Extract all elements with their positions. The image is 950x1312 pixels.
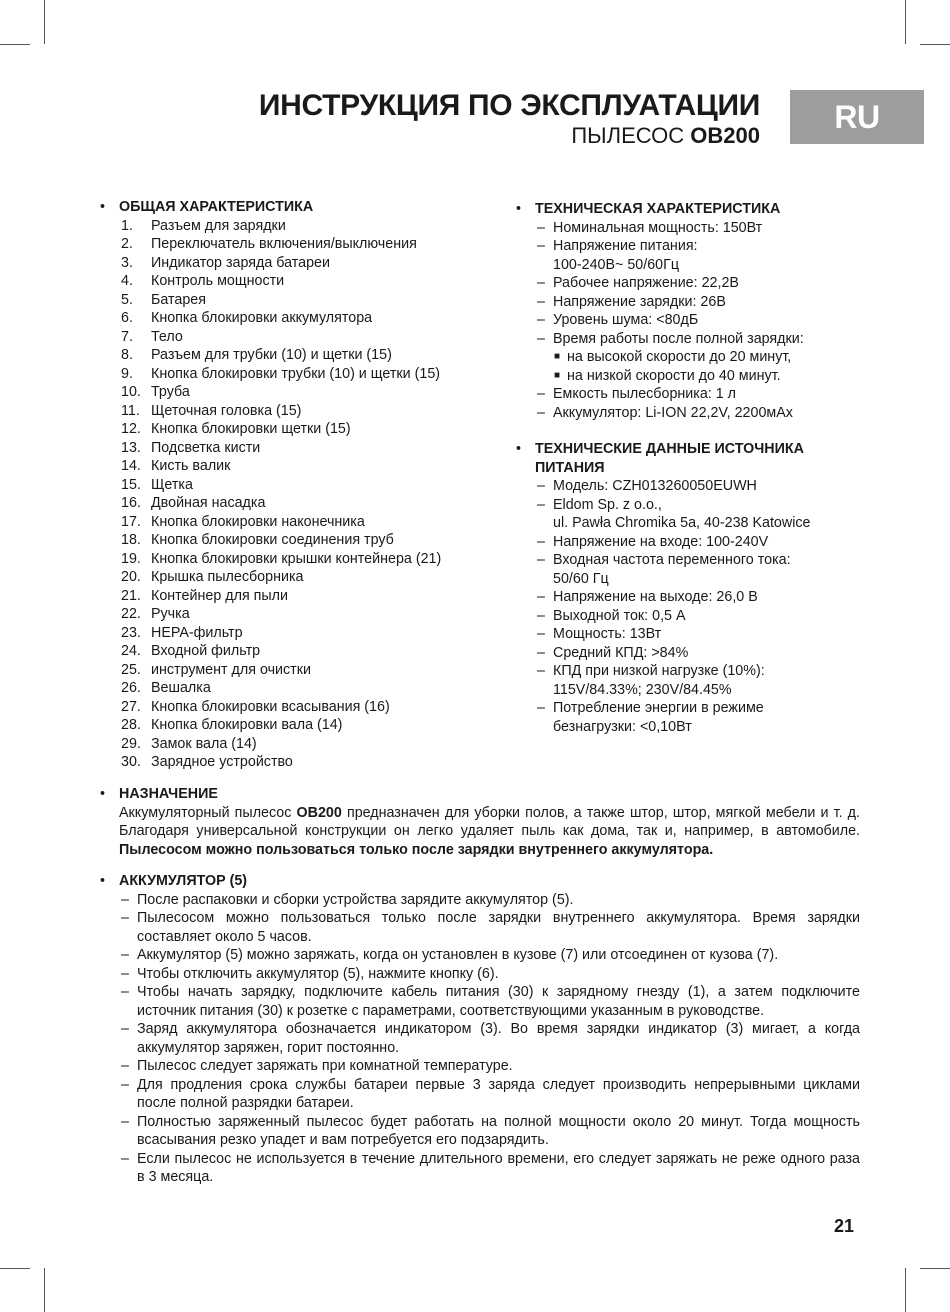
item-text: Кнопка блокировки трубки (10) и щетки (15)	[151, 365, 441, 382]
list-item	[516, 607, 856, 626]
list-item	[100, 383, 500, 402]
bullet-icon: •	[516, 441, 522, 457]
dash-icon: –	[537, 700, 545, 716]
item-text: Контейнер для пыли	[151, 587, 289, 604]
item-text: Время работы после полной зарядки:	[553, 330, 804, 347]
item-number: 1.	[121, 217, 133, 234]
dash-icon: –	[121, 1021, 129, 1037]
item-number: 9.	[121, 365, 133, 382]
crop-mark	[920, 1268, 950, 1269]
purpose-heading: НАЗНАЧЕНИЕ	[119, 786, 218, 802]
list-item	[516, 274, 856, 293]
item-number: 17.	[121, 513, 141, 530]
dash-icon: –	[537, 312, 545, 328]
list-item	[516, 551, 856, 588]
language-badge: RU	[790, 90, 924, 144]
item-text: Вешалка	[151, 680, 211, 696]
list-item	[100, 983, 860, 1020]
item-text: После распаковки и сборки устройства зарядите аккумулятор (5).	[137, 891, 574, 908]
model-name: OB200	[690, 123, 760, 148]
item-number: 6.	[121, 310, 133, 326]
item-number: 20.	[121, 569, 141, 585]
dash-icon: –	[121, 891, 129, 908]
item-number: 26.	[121, 680, 141, 696]
list-item	[100, 235, 500, 254]
item-text: Напряжение питания: 100-240В~ 50/60Гц	[553, 238, 698, 273]
dash-icon: –	[537, 330, 545, 347]
list-item	[516, 699, 856, 736]
list-item	[516, 219, 856, 238]
dash-icon: –	[537, 293, 545, 310]
list-item	[100, 217, 500, 236]
bullet-icon: •	[100, 199, 106, 215]
crop-mark	[905, 1268, 906, 1312]
item-number: 16.	[121, 495, 141, 511]
square-bullet-icon: ■	[554, 369, 561, 381]
list-item	[100, 254, 500, 273]
item-text: Крышка пылесборника	[151, 569, 304, 585]
bullet-icon: •	[100, 786, 106, 802]
dash-icon: –	[537, 663, 545, 679]
purpose-section	[100, 785, 860, 859]
list-item	[100, 909, 860, 946]
dash-icon: –	[537, 478, 545, 494]
dash-icon: –	[121, 1076, 129, 1093]
item-text: КПД при низкой нагрузке (10%): 115V/84.33%; 230V/84.45%	[553, 663, 765, 698]
item-text: Номинальная мощность: 150Вт	[553, 219, 763, 236]
square-bullet-icon: ■	[554, 351, 561, 362]
item-text: Аккумулятор (5) можно заряжать, когда он установлен в кузове (7) или отсоединен от кузова (7).	[137, 947, 779, 963]
power-list	[516, 477, 856, 736]
dash-icon: –	[537, 386, 545, 402]
item-text: Батарея	[151, 291, 207, 308]
dash-icon: –	[537, 275, 545, 291]
item-number: 21.	[121, 587, 141, 604]
item-text: Входная частота переменного тока: 50/60 Гц	[553, 552, 791, 587]
list-item	[516, 367, 856, 386]
item-text: Кнопка блокировки вала (14)	[151, 717, 343, 733]
bullet-icon: •	[516, 201, 522, 217]
list-item	[100, 365, 500, 384]
item-number: 2.	[121, 236, 133, 252]
item-number: 19.	[121, 550, 141, 567]
dash-icon: –	[121, 1150, 129, 1167]
section-heading	[100, 198, 500, 217]
list-item	[100, 698, 500, 717]
item-number: 30.	[121, 754, 141, 770]
section-heading	[516, 200, 856, 219]
item-text: Кнопка блокировки аккумулятора	[151, 310, 373, 326]
battery-list	[100, 891, 860, 1187]
tech-heading: ТЕХНИЧЕСКАЯ ХАРАКТЕРИСТИКА	[535, 201, 781, 217]
item-text: инструмент для очистки	[151, 661, 311, 678]
list-item	[516, 311, 856, 330]
list-item	[100, 1057, 860, 1076]
item-text: Кнопка блокировки соединения труб	[151, 532, 394, 548]
document-header	[259, 88, 760, 148]
list-item	[100, 965, 860, 984]
list-item	[100, 642, 500, 661]
item-text: Рабочее напряжение: 22,2В	[553, 275, 739, 291]
item-number: 8.	[121, 347, 133, 363]
item-number: 15.	[121, 476, 141, 493]
dash-icon: –	[537, 404, 545, 421]
item-text: Кнопка блокировки всасывания (16)	[151, 698, 390, 715]
section-heading	[100, 785, 860, 804]
item-text: Контроль мощности	[151, 273, 285, 289]
dash-icon: –	[537, 644, 545, 661]
item-text: Мощность: 13Вт	[553, 626, 662, 642]
item-text: Пылесосом можно пользоваться только после зарядки внутреннего аккумулятора. Время зарядки составляет около 5 часов.	[137, 910, 860, 945]
list-item	[100, 1076, 860, 1113]
list-item	[516, 644, 856, 663]
item-text: Зарядное устройство	[151, 754, 293, 770]
list-item	[516, 237, 856, 274]
item-number: 5.	[121, 291, 133, 308]
item-number: 23.	[121, 624, 141, 641]
dash-icon: –	[121, 1058, 129, 1074]
item-text: Кнопка блокировки щетки (15)	[151, 421, 351, 437]
item-text: HEPA-фильтр	[151, 624, 243, 641]
list-item	[100, 587, 500, 606]
item-text: Кисть валик	[151, 458, 231, 474]
parts-list	[100, 217, 500, 772]
item-text: Если пылесос не используется в течение длительного времени, его следует заряжать не реже одного раза в 3 месяца.	[137, 1150, 860, 1185]
item-text: Разъем для трубки (10) и щетки (15)	[151, 347, 392, 363]
item-text: Труба	[151, 384, 190, 400]
crop-mark	[920, 44, 950, 45]
item-text: Заряд аккумулятора обозначается индикатором (3). Во время зарядки индикатор (3) мигает, а когда аккумулятор заряжен, горит постоянно.	[137, 1021, 860, 1056]
battery-heading: АККУМУЛЯТОР (5)	[119, 873, 248, 889]
item-text: Аккумулятор: Li-ION 22,2V, 2200мАх	[553, 404, 793, 421]
item-number: 28.	[121, 717, 141, 733]
page-title: ИНСТРУКЦИЯ ПО ЭКСПЛУАТАЦИИ	[258, 89, 760, 122]
dash-icon: –	[537, 219, 545, 236]
tech-list-2	[516, 385, 856, 422]
item-number: 24.	[121, 643, 141, 659]
list-item	[516, 385, 856, 404]
item-text: на высокой скорости до 20 минут,	[567, 349, 792, 365]
tech-section	[516, 200, 856, 736]
item-number: 4.	[121, 273, 133, 289]
section-heading	[516, 440, 856, 477]
list-item	[100, 735, 500, 754]
list-item	[100, 457, 500, 476]
list-item	[100, 891, 860, 910]
item-text: Чтобы отключить аккумулятор (5), нажмите кнопку (6).	[137, 965, 499, 982]
crop-mark	[44, 0, 45, 44]
list-item	[100, 946, 860, 965]
list-item	[100, 402, 500, 421]
crop-mark	[905, 0, 906, 44]
item-number: 22.	[121, 606, 141, 622]
list-item	[100, 1020, 860, 1057]
item-text: Уровень шума: <80дБ	[553, 312, 699, 328]
item-text: Тело	[151, 328, 183, 345]
item-number: 18.	[121, 532, 141, 548]
list-item	[100, 716, 500, 735]
general-heading: ОБЩАЯ ХАРАКТЕРИСТИКА	[119, 199, 314, 215]
crop-mark	[0, 44, 30, 45]
list-item	[516, 662, 856, 699]
list-item	[516, 588, 856, 607]
item-number: 25.	[121, 661, 141, 678]
list-item	[516, 404, 856, 423]
item-number: 13.	[121, 439, 141, 456]
list-item	[516, 496, 856, 533]
item-text: Модель: CZH013260050EUWH	[553, 478, 757, 494]
list-item	[100, 309, 500, 328]
item-text: Емкость пылесборника: 1 л	[553, 386, 737, 402]
item-text: Кнопка блокировки крышки контейнера (21)	[151, 550, 442, 567]
list-item	[100, 420, 500, 439]
item-text: Средний КПД: >84%	[553, 644, 689, 661]
general-section	[100, 198, 500, 772]
dash-icon: –	[121, 984, 129, 1000]
list-item	[100, 346, 500, 365]
item-text: Напряжение на выходе: 26,0 В	[553, 589, 758, 605]
dash-icon: –	[537, 589, 545, 605]
list-item	[100, 272, 500, 291]
list-item	[100, 624, 500, 643]
page-subtitle	[259, 124, 760, 148]
dash-icon: –	[537, 238, 545, 254]
item-text: Ручка	[151, 606, 190, 622]
item-text: Щеточная головка (15)	[151, 402, 302, 419]
item-text: Индикатор заряда батареи	[151, 254, 330, 271]
tech-list	[516, 219, 856, 349]
list-item	[100, 291, 500, 310]
battery-section	[100, 872, 860, 1187]
subtitle-prefix: ПЫЛЕСОС	[571, 123, 685, 148]
list-item	[516, 330, 856, 349]
list-item	[100, 476, 500, 495]
purpose-paragraph: Аккумуляторный пылесос OB200 предназначен для уборки полов, а также штор, штор, мягкой мебели и т. д. Благодаря универсальной конструкции он легко удаляет пыль как дома, так и, например, в автомобиле. Пылесосом можно пользоваться только после зарядки внутреннего аккумулятора.	[119, 804, 860, 858]
item-text: Пылесос следует заряжать при комнатной температуре.	[137, 1058, 513, 1074]
item-number: 7.	[121, 328, 133, 345]
power-heading: ТЕХНИЧЕСКИЕ ДАННЫЕ ИСТОЧНИКА ПИТАНИЯ	[535, 441, 804, 476]
item-text: Полностью заряженный пылесос будет работать на полной мощности около 20 минут. Тогда мощность всасывания резко упадет и вам потребуется его подзарядить.	[137, 1113, 860, 1148]
list-item	[100, 605, 500, 624]
list-item	[100, 494, 500, 513]
list-item	[100, 568, 500, 587]
dash-icon: –	[537, 533, 545, 550]
item-text: Потребление энергии в режиме безнагрузки: <0,10Вт	[553, 700, 764, 735]
item-number: 27.	[121, 698, 141, 715]
list-item	[100, 1113, 860, 1150]
list-item	[100, 439, 500, 458]
item-text: Щетка	[151, 476, 193, 493]
item-text: на низкой скорости до 40 минут.	[567, 367, 781, 384]
list-item	[516, 477, 856, 496]
dash-icon: –	[121, 947, 129, 963]
dash-icon: –	[537, 626, 545, 642]
crop-mark	[0, 1268, 30, 1269]
item-text: Кнопка блокировки наконечника	[151, 513, 365, 530]
list-item	[100, 531, 500, 550]
item-text: Для продления срока службы батареи первые 3 заряда следует производить непрерывными циклами после полной разрядки батареи.	[137, 1076, 860, 1111]
dash-icon: –	[121, 910, 129, 926]
item-text: Разъем для зарядки	[151, 217, 286, 234]
item-text: Напряжение зарядки: 26В	[553, 293, 726, 310]
item-number: 3.	[121, 254, 133, 271]
list-item	[516, 625, 856, 644]
list-item	[100, 661, 500, 680]
list-item	[516, 348, 856, 367]
item-number: 29.	[121, 735, 141, 752]
list-item	[100, 679, 500, 698]
dash-icon: –	[537, 496, 545, 513]
item-number: 12.	[121, 421, 141, 437]
runtime-list	[516, 348, 856, 385]
list-item	[100, 328, 500, 347]
page-number: 21	[834, 1216, 855, 1236]
item-number: 10.	[121, 384, 141, 400]
item-text: Двойная насадка	[151, 495, 266, 511]
item-text: Переключатель включения/выключения	[151, 236, 417, 252]
crop-mark	[44, 1268, 45, 1312]
dash-icon: –	[537, 607, 545, 624]
dash-icon: –	[121, 965, 129, 982]
item-number: 14.	[121, 458, 141, 474]
list-item	[100, 753, 500, 772]
item-text: Выходной ток: 0,5 А	[553, 607, 686, 624]
bullet-icon: •	[100, 873, 106, 889]
item-text: Подсветка кисти	[151, 439, 261, 456]
list-item	[100, 1150, 860, 1187]
list-item	[100, 513, 500, 532]
section-heading	[100, 872, 860, 891]
item-text: Eldom Sp. z o.o., ul. Pawła Chromika 5a, 40-238 Katowice	[553, 496, 811, 531]
dash-icon: –	[537, 552, 545, 568]
item-text: Входной фильтр	[151, 643, 261, 659]
item-text: Замок вала (14)	[151, 735, 257, 752]
item-number: 11.	[121, 402, 140, 419]
list-item	[100, 550, 500, 569]
item-text: Чтобы начать зарядку, подключите кабель питания (30) к зарядному гнезду (1), а затем подключите источник питания (30) к розетке с параметрами, соответствующими указанным в руководстве.	[137, 984, 860, 1019]
dash-icon: –	[121, 1113, 129, 1130]
item-text: Напряжение на входе: 100-240V	[553, 533, 769, 550]
list-item	[516, 293, 856, 312]
list-item	[516, 533, 856, 552]
